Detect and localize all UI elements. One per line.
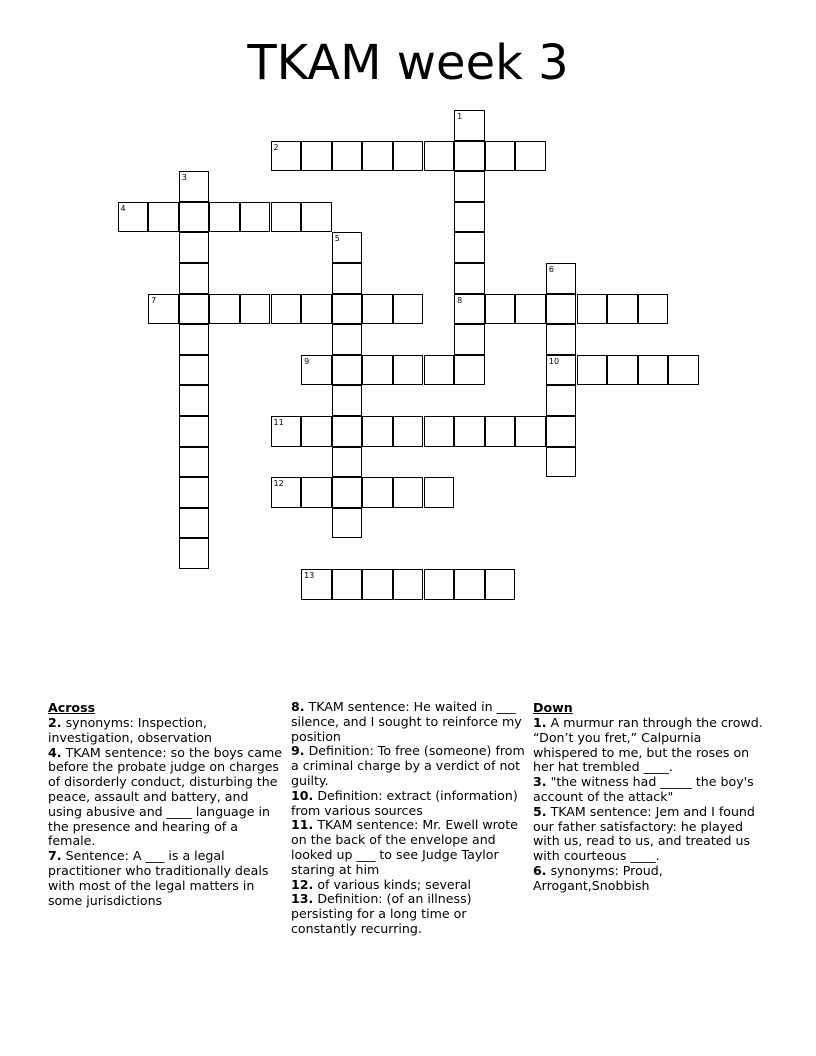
grid-cell[interactable]: [332, 294, 363, 325]
grid-cell[interactable]: [515, 294, 546, 325]
clue-number-label: 5: [334, 234, 340, 244]
grid-cell[interactable]: [485, 416, 516, 447]
grid-cell[interactable]: [454, 232, 485, 263]
clue-number-label: 4: [120, 203, 126, 213]
grid-cell[interactable]: [454, 324, 485, 355]
grid-cell[interactable]: [332, 385, 363, 416]
grid-cell[interactable]: [209, 294, 240, 325]
grid-cell[interactable]: [271, 416, 302, 447]
grid-cell[interactable]: [209, 202, 240, 233]
grid-cell[interactable]: [362, 416, 393, 447]
page-title: TKAM week 3: [247, 35, 569, 91]
grid-cell[interactable]: [179, 477, 210, 508]
down-clue-6: [533, 864, 768, 894]
grid-cell[interactable]: [515, 141, 546, 172]
clue-number-label: 11: [273, 418, 284, 427]
grid-cell[interactable]: [607, 355, 638, 386]
grid-cell[interactable]: [607, 294, 638, 325]
grid-cell[interactable]: [393, 477, 424, 508]
grid-cell[interactable]: [362, 355, 393, 386]
grid-cell[interactable]: [271, 477, 302, 508]
grid-cell[interactable]: [179, 447, 210, 478]
down-clues: [533, 700, 768, 894]
clue-text: TKAM sentence: He waited in ___ silence, and I sought to reinforce my position: [291, 699, 522, 744]
clue-number: 12.: [291, 876, 314, 892]
grid-cell[interactable]: [424, 569, 455, 600]
clue-number-label: 3: [181, 173, 187, 183]
grid-cell[interactable]: [454, 355, 485, 386]
grid-cell[interactable]: [332, 355, 363, 386]
across-clue-11: [291, 818, 526, 877]
grid-cell[interactable]: [179, 385, 210, 416]
grid-cell[interactable]: [362, 569, 393, 600]
grid-cell[interactable]: [332, 477, 363, 508]
clue-number: 9.: [291, 743, 305, 759]
grid-cell[interactable]: [393, 294, 424, 325]
grid-cell[interactable]: [179, 416, 210, 447]
clue-text: TKAM sentence: Jem and I found our father satisfactory: he played with us, read to us, and treated us with courteous ____.: [533, 803, 755, 864]
clue-number: 3.: [533, 774, 547, 790]
clue-number-label: 10: [548, 356, 560, 366]
grid-cell[interactable]: [271, 202, 302, 233]
grid-cell[interactable]: [362, 477, 393, 508]
down-heading: Down: [533, 700, 573, 715]
grid-cell[interactable]: [546, 324, 577, 355]
clue-number-label: 2: [273, 142, 279, 152]
grid-cell[interactable]: [118, 202, 149, 233]
clue-number: 13.: [291, 891, 314, 907]
down-clue-5: [533, 805, 768, 864]
clue-text: of various kinds; several: [317, 876, 472, 892]
grid-cell[interactable]: [485, 294, 516, 325]
grid-cell[interactable]: [301, 477, 332, 508]
grid-cell[interactable]: [332, 416, 363, 447]
clue-number: 1.: [533, 715, 547, 730]
across-clue-7: [48, 849, 283, 908]
grid-cell[interactable]: [179, 324, 210, 355]
grid-cell[interactable]: [301, 569, 332, 600]
grid-cell[interactable]: [332, 263, 363, 294]
grid-cell[interactable]: [179, 171, 210, 202]
grid-cell[interactable]: [546, 355, 577, 386]
clue-number: 10.: [291, 787, 314, 803]
grid-cell[interactable]: [454, 294, 485, 325]
grid-cell[interactable]: [179, 263, 210, 294]
grid-cell[interactable]: [485, 569, 516, 600]
grid-cell[interactable]: [424, 141, 455, 172]
across-clue-8: [291, 700, 526, 744]
grid-cell[interactable]: [240, 294, 271, 325]
clue-number-label: 1: [457, 112, 463, 121]
clue-text: TKAM sentence: Mr. Ewell wrote on the back of the envelope and looked up ___ to see Judge Taylor staring at him: [291, 817, 518, 877]
across-clue-4: [48, 746, 283, 850]
grid-cell[interactable]: [332, 324, 363, 355]
clue-text: TKAM sentence: so the boys came before the probate judge on charges of disorderly conduct, disturbing the peace, assault and battery, and using abusive and ____ language in the presence and hearing of a female.: [48, 744, 282, 849]
grid-cell[interactable]: [546, 385, 577, 416]
grid-cell[interactable]: [485, 141, 516, 172]
down-clue-1: [533, 716, 768, 775]
clue-number: 5.: [533, 803, 547, 819]
across-clues-continued: [291, 700, 526, 937]
across-clue-10: [291, 789, 526, 819]
grid-cell[interactable]: [179, 538, 210, 569]
grid-cell[interactable]: [148, 294, 179, 325]
clue-number: 7.: [48, 848, 62, 864]
clue-text: synonyms: Proud, Arrogant,Snobbish: [533, 862, 663, 893]
grid-cell[interactable]: [393, 569, 424, 600]
grid-cell[interactable]: [332, 508, 363, 539]
grid-cell[interactable]: [332, 569, 363, 600]
grid-cell[interactable]: [179, 232, 210, 263]
grid-cell[interactable]: [148, 202, 179, 233]
grid-cell[interactable]: [577, 355, 608, 386]
grid-cell[interactable]: [332, 141, 363, 172]
grid-cell[interactable]: [332, 447, 363, 478]
grid-cell[interactable]: [577, 294, 608, 325]
clue-number: 4.: [48, 744, 62, 760]
grid-cell[interactable]: [240, 202, 271, 233]
across-clue-2: [48, 716, 283, 746]
clue-text: A murmur ran through the crowd. “Don’t you fret,” Calpurnia whispered to me, but the roses on her hat trembled ____.: [533, 715, 763, 775]
grid-cell[interactable]: [546, 416, 577, 447]
clue-text: "the witness had _____ the boy's account of the attack": [533, 774, 754, 804]
clue-number: 2.: [48, 715, 62, 730]
clue-text: Definition: (of an illness) persisting for a long time or constantly recurring.: [291, 891, 472, 936]
grid-cell[interactable]: [515, 416, 546, 447]
grid-cell[interactable]: [424, 355, 455, 386]
grid-cell[interactable]: [301, 416, 332, 447]
grid-cell[interactable]: [638, 294, 669, 325]
grid-cell[interactable]: [454, 416, 485, 447]
grid-cell[interactable]: [638, 355, 669, 386]
grid-cell[interactable]: [362, 141, 393, 172]
across-clues: [48, 700, 283, 908]
grid-cell[interactable]: [424, 477, 455, 508]
grid-cell[interactable]: [271, 294, 302, 325]
clue-text: Definition: To free (someone) from a criminal charge by a verdict of not guilty.: [291, 743, 525, 788]
clue-text: synonyms: Inspection, investigation, observation: [48, 715, 213, 745]
grid-cell[interactable]: [454, 141, 485, 172]
across-clue-12: [291, 878, 526, 893]
clue-number: 6.: [533, 862, 547, 878]
grid-cell[interactable]: [424, 416, 455, 447]
grid-cell[interactable]: [454, 569, 485, 600]
grid-cell[interactable]: [179, 202, 210, 233]
grid-cell[interactable]: [668, 355, 699, 386]
grid-cell[interactable]: [271, 141, 302, 172]
clue-text: Sentence: A ___ is a legal practitioner who traditionally deals with most of the legal matters in some jurisdictions: [48, 848, 269, 908]
grid-cell[interactable]: [362, 294, 393, 325]
grid-cell[interactable]: [393, 416, 424, 447]
clue-text: Definition: extract (information) from various sources: [291, 787, 518, 818]
down-clue-3: [533, 775, 768, 805]
clue-number-label: 12: [273, 479, 284, 489]
grid-cell[interactable]: [179, 355, 210, 386]
clue-number-label: 13: [304, 571, 315, 580]
clue-number-label: 9: [304, 356, 310, 366]
grid-cell[interactable]: [454, 171, 485, 202]
grid-cell[interactable]: [393, 355, 424, 386]
grid-cell[interactable]: [454, 110, 485, 141]
grid-cell[interactable]: [301, 141, 332, 172]
grid-cell[interactable]: [454, 263, 485, 294]
grid-cell[interactable]: [179, 508, 210, 539]
grid-cell[interactable]: [546, 447, 577, 478]
grid-cell[interactable]: [546, 294, 577, 325]
grid-cell[interactable]: [454, 202, 485, 233]
grid-cell[interactable]: [301, 294, 332, 325]
across-clue-13: [291, 892, 526, 936]
clue-number: 11.: [291, 817, 314, 833]
clue-number-label: 7: [151, 295, 157, 305]
clue-number-label: 6: [548, 265, 554, 274]
grid-cell[interactable]: [393, 141, 424, 172]
across-heading: Across: [48, 700, 96, 715]
grid-cell[interactable]: [301, 355, 332, 386]
grid-cell[interactable]: [179, 294, 210, 325]
clue-number-label: 8: [457, 295, 463, 305]
grid-cell[interactable]: [301, 202, 332, 233]
across-clue-9: [291, 744, 526, 788]
clue-number: 8.: [291, 699, 305, 714]
grid-cell[interactable]: [546, 263, 577, 294]
grid-cell[interactable]: [332, 232, 363, 263]
